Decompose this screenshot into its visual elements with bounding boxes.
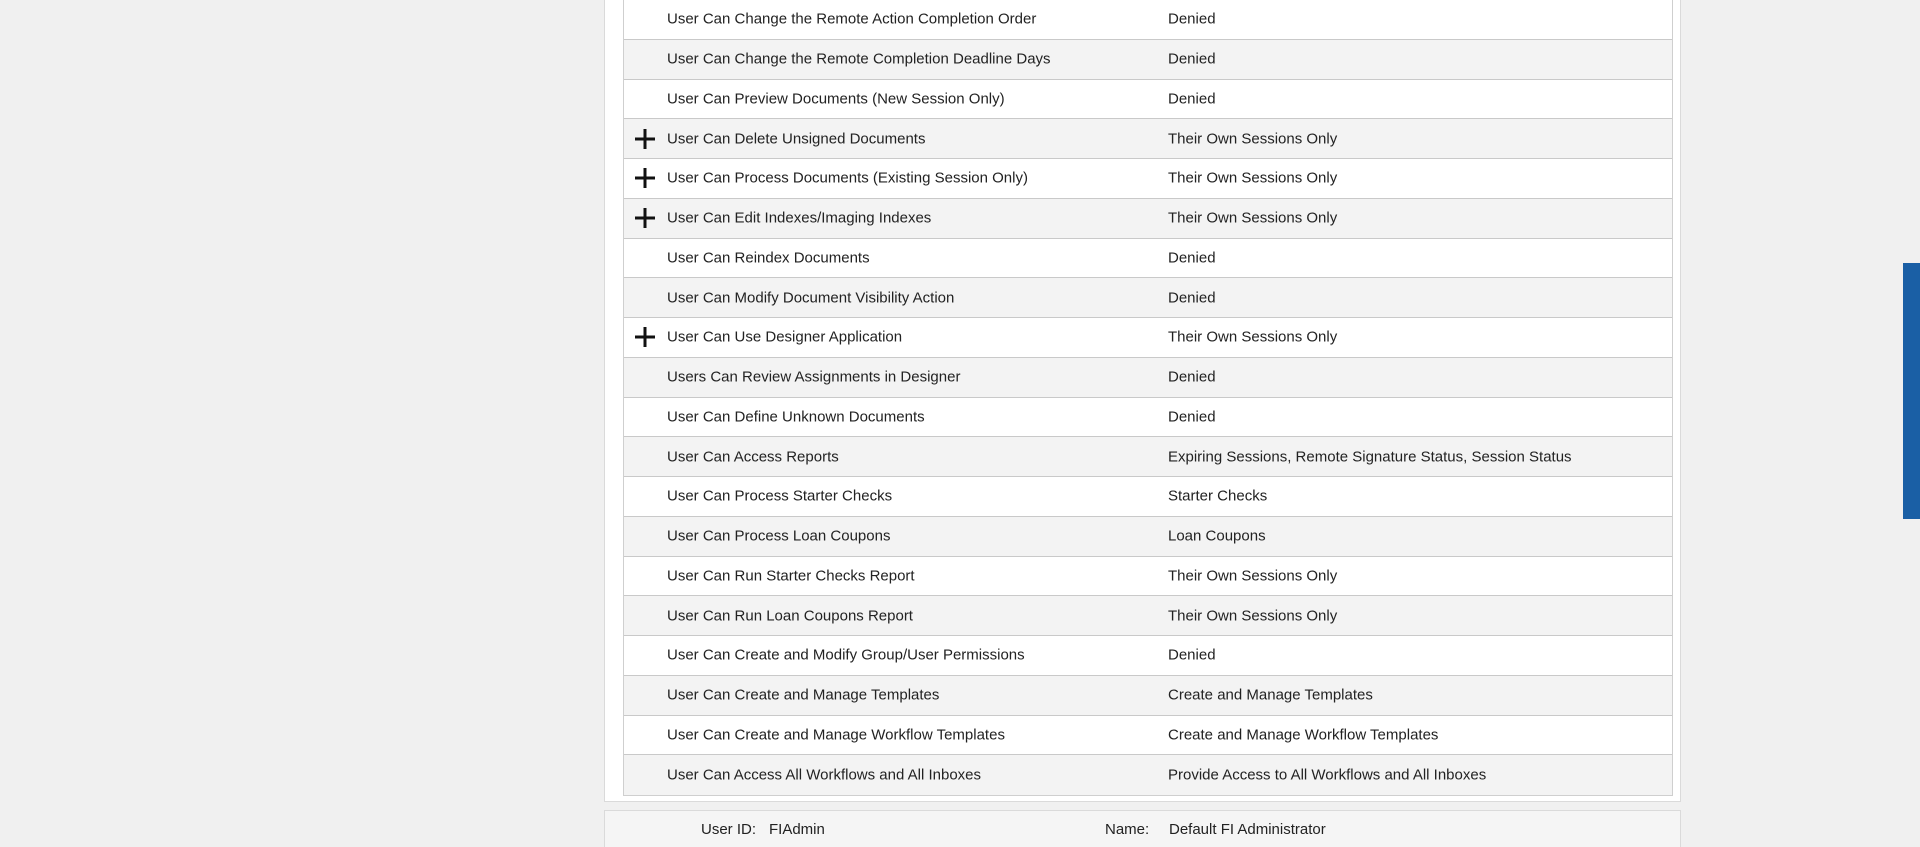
- table-row: [624, 0, 1672, 40]
- permission-value: Loan Coupons: [1168, 527, 1266, 545]
- permission-value: Their Own Sessions Only: [1168, 607, 1338, 625]
- permission-name: User Can Create and Manage Workflow Templates: [667, 726, 1005, 744]
- permission-name: User Can Access Reports: [667, 448, 839, 466]
- table-row: [624, 80, 1672, 120]
- permission-value: Denied: [1168, 646, 1216, 664]
- table-row: [624, 119, 1672, 159]
- permission-name: User Can Delete Unsigned Documents: [667, 130, 926, 148]
- user-id-value: FIAdmin: [769, 821, 825, 838]
- user-info-bar: [604, 810, 1681, 847]
- plus-icon[interactable]: [634, 167, 656, 189]
- plus-icon[interactable]: [634, 128, 656, 150]
- permission-value: Denied: [1168, 10, 1216, 28]
- permission-name: User Can Define Unknown Documents: [667, 408, 925, 426]
- permission-value: Denied: [1168, 368, 1216, 386]
- name-value: Default FI Administrator: [1169, 821, 1326, 838]
- plus-icon[interactable]: [634, 207, 656, 229]
- permission-value: Their Own Sessions Only: [1168, 169, 1338, 187]
- permission-name: User Can Reindex Documents: [667, 249, 870, 267]
- table-row: [624, 596, 1672, 636]
- permissions-panel: [604, 0, 1681, 802]
- permission-value: Denied: [1168, 50, 1216, 68]
- table-row: [624, 40, 1672, 80]
- table-row: [624, 636, 1672, 676]
- table-row: [624, 159, 1672, 199]
- permission-name: User Can Change the Remote Action Completion Order: [667, 10, 1037, 28]
- permission-name: User Can Process Documents (Existing Session Only): [667, 169, 1028, 187]
- permission-value: Denied: [1168, 289, 1216, 307]
- permission-name: User Can Edit Indexes/Imaging Indexes: [667, 209, 932, 227]
- plus-icon[interactable]: [634, 326, 656, 348]
- permission-value: Their Own Sessions Only: [1168, 567, 1338, 585]
- permission-name: User Can Access All Workflows and All Inboxes: [667, 766, 982, 784]
- table-row: [624, 755, 1672, 795]
- permission-value: Starter Checks: [1168, 487, 1268, 505]
- permission-value: Provide Access to All Workflows and All Inboxes: [1168, 766, 1487, 784]
- user-id-label: User ID:: [701, 821, 757, 838]
- permission-value: Denied: [1168, 90, 1216, 108]
- permission-value: Create and Manage Templates: [1168, 686, 1373, 704]
- table-row: [624, 716, 1672, 756]
- table-row: [624, 676, 1672, 716]
- permission-name: User Can Run Starter Checks Report: [667, 567, 915, 585]
- table-row: [624, 239, 1672, 279]
- permission-value: Denied: [1168, 249, 1216, 267]
- permission-name: User Can Create and Modify Group/User Permissions: [667, 646, 1025, 664]
- permission-value: Their Own Sessions Only: [1168, 328, 1338, 346]
- permission-name: Users Can Review Assignments in Designer: [667, 368, 961, 386]
- table-row: [624, 517, 1672, 557]
- permission-name: User Can Preview Documents (New Session Only): [667, 90, 1005, 108]
- permission-value: Expiring Sessions, Remote Signature Status, Session Status: [1168, 448, 1572, 466]
- table-row: [624, 278, 1672, 318]
- table-row: [624, 318, 1672, 358]
- table-row: [624, 437, 1672, 477]
- permission-name: User Can Create and Manage Templates: [667, 686, 940, 704]
- permission-name: User Can Process Starter Checks: [667, 487, 893, 505]
- table-row: [624, 477, 1672, 517]
- table-row: [624, 358, 1672, 398]
- permission-name: User Can Process Loan Coupons: [667, 527, 891, 545]
- permission-name: User Can Modify Document Visibility Action: [667, 289, 955, 307]
- permission-value: Their Own Sessions Only: [1168, 130, 1338, 148]
- permission-name: User Can Change the Remote Completion Deadline Days: [667, 50, 1051, 68]
- name-label: Name:: [1105, 821, 1150, 838]
- permission-value: Create and Manage Workflow Templates: [1168, 726, 1439, 744]
- permission-value: Their Own Sessions Only: [1168, 209, 1338, 227]
- table-row: [624, 557, 1672, 597]
- table-row: [624, 398, 1672, 438]
- permissions-table: [623, 0, 1673, 796]
- table-row: [624, 199, 1672, 239]
- permission-name: User Can Run Loan Coupons Report: [667, 607, 913, 625]
- scrollbar-thumb[interactable]: [1903, 263, 1920, 519]
- permission-name: User Can Use Designer Application: [667, 328, 903, 346]
- permission-value: Denied: [1168, 408, 1216, 426]
